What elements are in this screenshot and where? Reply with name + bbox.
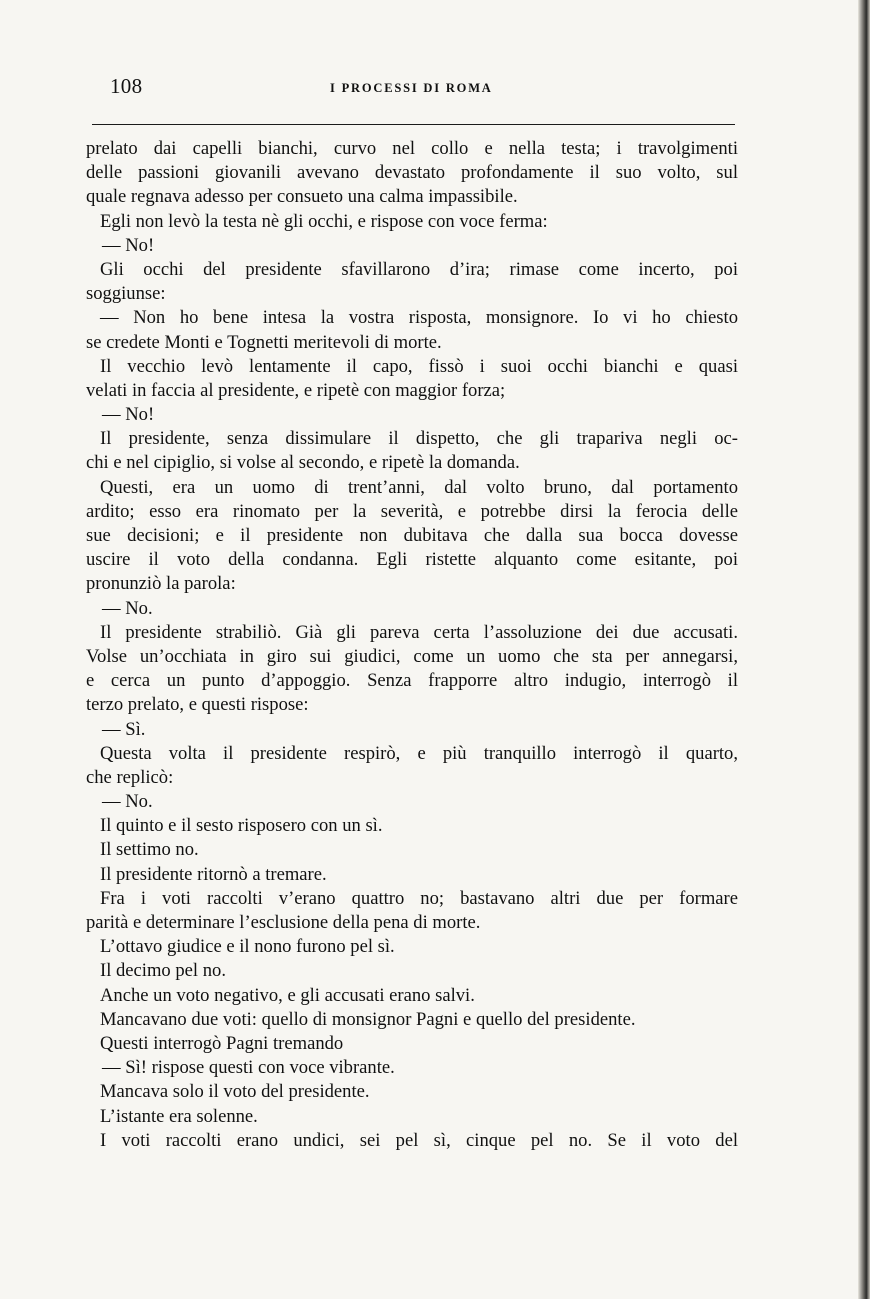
text-line: velati in faccia al presidente, e ripetè con maggior forza; — [86, 379, 506, 401]
text-line: Gli occhi del presidente sfavillarono d’ira; rimase come incerto, poi — [100, 258, 738, 280]
text-line: Mancava solo il voto del presidente. — [100, 1081, 370, 1103]
text-line: Il presidente strabiliò. Già gli pareva certa l’assoluzione dei due accusati. — [100, 621, 738, 643]
text-line: pronunziò la parola: — [86, 573, 236, 595]
text-line: Questi, era un uomo di trent’anni, dal volto bruno, dal portamento — [100, 476, 738, 498]
text-line: terzo prelato, e questi rispose: — [86, 694, 309, 716]
text-line: e cerca un punto d’appoggio. Senza frapporre altro indugio, interrogò il — [86, 670, 738, 692]
text-line: Il decimo pel no. — [100, 960, 226, 982]
text-line: Il settimo no. — [100, 839, 199, 861]
header-rule — [92, 124, 735, 125]
text-line: Egli non levò la testa nè gli occhi, e rispose con voce ferma: — [100, 210, 548, 232]
text-line: — Non ho bene intesa la vostra risposta, monsignore. Io vi ho chiesto — [100, 307, 738, 329]
text-line: Questi interrogò Pagni tremando — [100, 1032, 344, 1054]
page-edge — [858, 0, 870, 1299]
text-line: Il presidente ritornò a tremare. — [100, 863, 327, 885]
text-line: parità e determinare l’esclusione della pena di morte. — [86, 912, 481, 933]
text-line: delle passioni giovanili avevano devastato profondamente il suo volto, sul — [86, 162, 738, 184]
text-line: L’ottavo giudice e il nono furono pel sì. — [100, 936, 395, 958]
text-line: Mancavano due voti: quello di monsignor Pagni e quello del presidente. — [100, 1008, 636, 1030]
text-line: Volse un’occhiata in giro sui giudici, come un uomo che sta per annegarsi, — [86, 645, 738, 667]
text-line: se credete Monti e Tognetti meritevoli di morte. — [86, 331, 442, 353]
text-line: — No! — [102, 404, 155, 426]
text-line: L’istante era solenne. — [100, 1105, 258, 1127]
text-line: Il quinto e il sesto risposero con un sì. — [100, 815, 383, 837]
text-line: Anche un voto negativo, e gli accusati erano salvi. — [100, 984, 475, 1006]
text-line: — No. — [102, 791, 153, 813]
text-line: Il vecchio levò lentamente il capo, fissò i suoi occhi bianchi e quasi — [100, 355, 738, 377]
text-line: Fra i voti raccolti v’erano quattro no; bastavano altri due per formare — [100, 887, 738, 909]
body-text — [86, 137, 738, 1153]
text-line: prelato dai capelli bianchi, curvo nel collo e nella testa; i travolgimenti — [86, 138, 738, 159]
text-line: Questa volta il presidente respirò, e più tranquillo interrogò il quarto, — [100, 742, 738, 764]
text-line: uscire il voto della condanna. Egli ristette alquanto come esitante, poi — [86, 549, 738, 571]
text-line: che replicò: — [86, 766, 174, 788]
text-line: Il presidente, senza dissimulare il dispetto, che gli trapariva negli oc- — [100, 428, 738, 450]
text-line: — No. — [102, 597, 153, 619]
running-title: I PROCESSI DI ROMA — [330, 81, 493, 95]
text-line: chi e nel cipiglio, si volse al secondo, e ripetè la domanda. — [86, 452, 520, 474]
text-line: soggiunse: — [86, 283, 166, 305]
text-line: — Sì! rispose questi con voce vibrante. — [102, 1057, 395, 1079]
text-line: sue decisioni; e il presidente non dubitava che dalla sua bocca dovesse — [86, 525, 738, 546]
page-header — [110, 72, 735, 106]
text-line: quale regnava adesso per consueto una calma impassibile. — [86, 186, 518, 208]
page-number: 108 — [110, 74, 143, 98]
text-line: I voti raccolti erano undici, sei pel sì, cinque pel no. Se il voto del — [100, 1129, 738, 1151]
text-line: ardito; esso era rinomato per la severità, e potrebbe dirsi la ferocia delle — [86, 500, 738, 522]
text-line: — Sì. — [102, 718, 146, 740]
text-line: — No! — [102, 234, 155, 256]
